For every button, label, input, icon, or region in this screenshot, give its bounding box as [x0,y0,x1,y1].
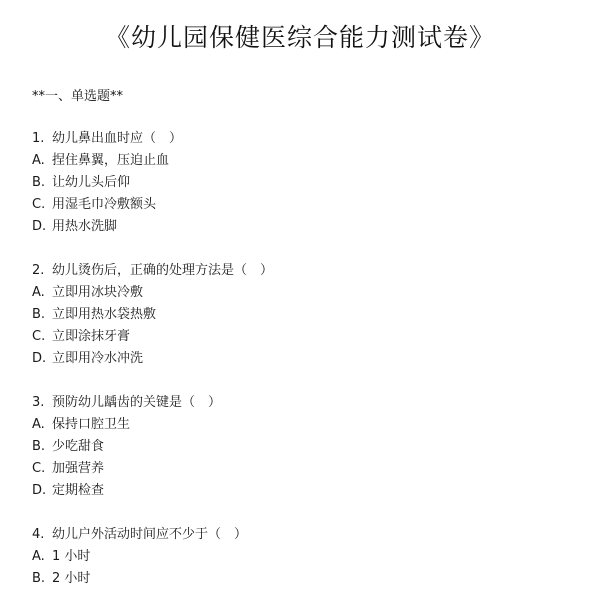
option-d [32,480,572,502]
question-3 [32,392,572,502]
option-letter: B. [32,571,46,586]
question-stem [32,392,572,414]
option-text: 保持口腔卫生 [52,417,131,432]
question-stem [32,524,572,546]
question-stem [32,128,572,150]
option-text: 2 小时 [52,571,91,586]
question-number: 3. [32,395,45,410]
option-text: 立即涂抹牙膏 [52,329,131,344]
option-a [32,150,572,172]
option-text: 立即用冰块冷敷 [52,285,144,300]
option-b [32,436,572,458]
document-title: 《幼儿园保健医综合能力测试卷》 [104,23,495,52]
option-d [32,348,572,370]
option-letter: B. [32,307,46,322]
option-text: 1 小时 [52,549,91,564]
option-letter: A. [32,285,45,300]
section-heading: **一、单选题** [32,89,124,104]
question-text: 幼儿鼻出血时应（ ） [52,131,183,146]
option-letter: A. [32,549,45,564]
option-c [32,326,572,348]
question-1 [32,128,572,238]
question-number: 1. [32,131,45,146]
option-letter: A. [32,153,45,168]
option-text: 用湿毛巾冷敷额头 [52,197,157,212]
option-c [32,194,572,216]
question-text: 幼儿烫伤后，正确的处理方法是（ ） [52,263,274,278]
option-letter: D. [32,351,47,366]
option-c [32,458,572,480]
option-a [32,546,572,568]
option-letter: B. [32,439,46,454]
option-text: 用热水洗脚 [52,219,118,234]
option-b [32,304,572,326]
option-text: 捏住鼻翼，压迫止血 [52,153,170,168]
question-list [32,128,572,590]
option-text: 加强营养 [52,461,105,476]
option-text: 立即用冷水冲洗 [52,351,144,366]
option-letter: C. [32,197,46,212]
question-text: 预防幼儿龋齿的关键是（ ） [52,395,222,410]
option-letter: C. [32,329,46,344]
option-letter: A. [32,417,45,432]
option-text: 定期检查 [52,483,105,498]
option-letter: D. [32,219,47,234]
option-b [32,568,572,590]
option-d [32,216,572,238]
question-number: 4. [32,527,45,542]
option-letter: D. [32,483,47,498]
option-text: 少吃甜食 [52,439,105,454]
option-text: 立即用热水袋热敷 [52,307,157,322]
question-number: 2. [32,263,45,278]
question-stem [32,260,572,282]
question-2 [32,260,572,370]
option-a [32,282,572,304]
option-letter: B. [32,175,46,190]
option-text: 让幼儿头后仰 [52,175,131,190]
question-4 [32,524,572,590]
option-letter: C. [32,461,46,476]
option-a [32,414,572,436]
option-b [32,172,572,194]
question-text: 幼儿户外活动时间应不少于（ ） [52,527,248,542]
